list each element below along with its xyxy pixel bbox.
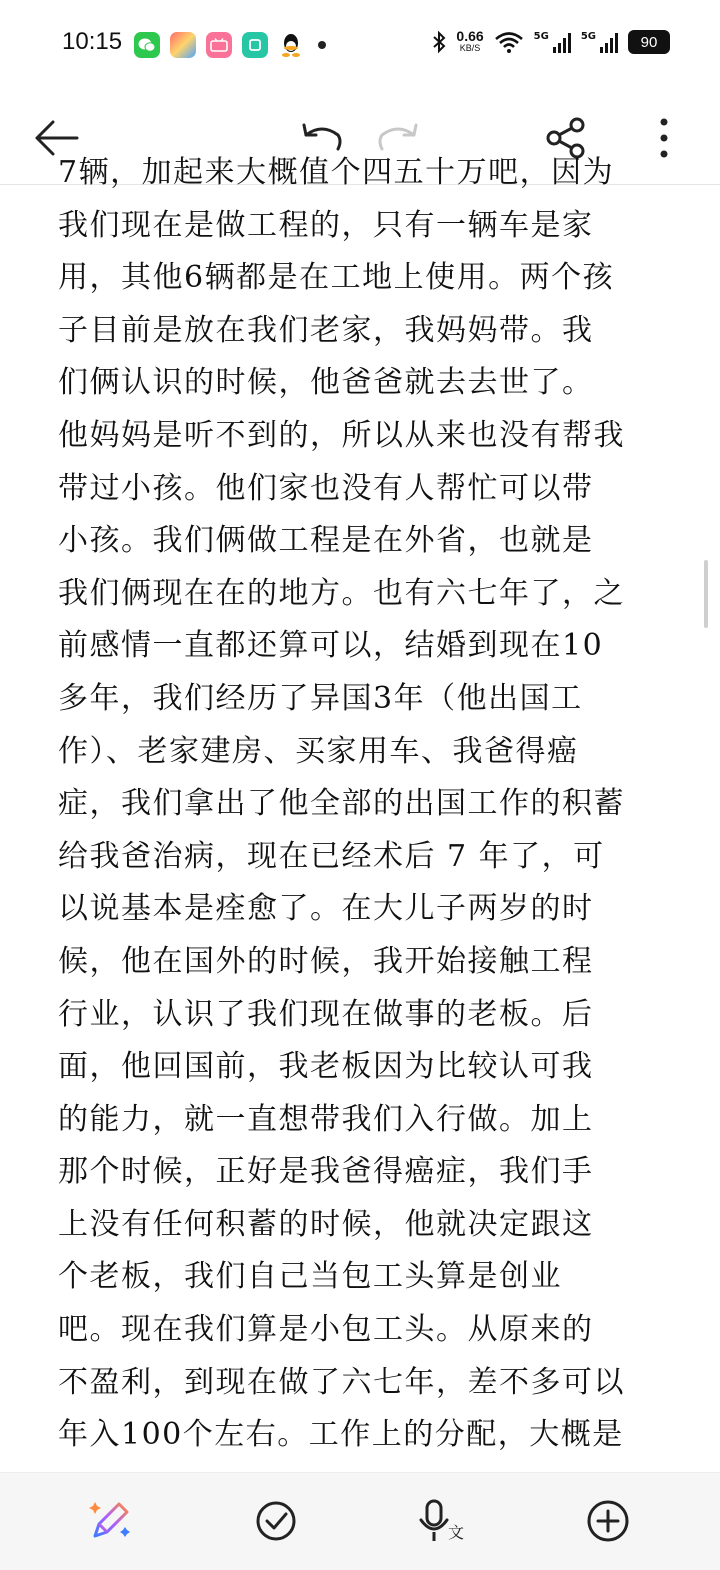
notification-icons bbox=[134, 32, 326, 58]
note-line: 候，他在国外的时候，我开始接触工程 bbox=[58, 943, 594, 979]
note-line: 前感情一直都还算可以，结婚到现在10 bbox=[58, 628, 604, 664]
note-line: 多年，我们经历了异国3年（他出国工 bbox=[58, 680, 583, 716]
note-line: 个老板，我们自己当包工头算是创业 bbox=[58, 1259, 562, 1295]
checklist-icon bbox=[254, 1499, 298, 1543]
bottom-toolbar bbox=[0, 1472, 720, 1570]
more-notifications-dot bbox=[318, 41, 326, 49]
note-line: 症，我们拿出了他全部的出国工作的积蓄 bbox=[58, 786, 625, 822]
sim2-network-label: 5G bbox=[580, 31, 596, 42]
note-line: 带过小孩。他们家也没有人帮忙可以带 bbox=[58, 470, 594, 506]
mi-home-icon bbox=[242, 32, 268, 58]
note-line: 不盈利，到现在做了六七年，差不多可以 bbox=[58, 1364, 625, 1400]
wechat-icon bbox=[134, 32, 160, 58]
sim1-network-label: 5G bbox=[533, 31, 549, 42]
note-line: 7辆，加起来大概值个四五十万吧，因为 bbox=[58, 155, 615, 190]
status-indicators bbox=[432, 30, 670, 54]
note-line: 小孩。我们俩做工程是在外省，也就是 bbox=[58, 523, 594, 559]
battery-indicator: 90 bbox=[628, 30, 670, 54]
note-line: 们俩认识的时候，他爸爸就去去世了。 bbox=[58, 365, 594, 401]
note-line: 吧。现在我们算是小包工头。从原来的 bbox=[58, 1312, 594, 1348]
note-line: 子目前是放在我们老家，我妈妈带。我 bbox=[58, 312, 594, 348]
note-body[interactable] bbox=[0, 155, 720, 1470]
ai-pen-icon bbox=[87, 1498, 133, 1544]
signal-sim2-icon bbox=[581, 31, 618, 53]
voice-to-text-icon bbox=[417, 1498, 467, 1544]
status-bar bbox=[0, 0, 720, 92]
note-line: 我们俩现在在的地方。也有六七年了，之 bbox=[58, 575, 625, 611]
game-app-icon bbox=[170, 32, 196, 58]
bilibili-icon bbox=[206, 32, 232, 58]
network-speed bbox=[456, 30, 483, 54]
note-line: 以说基本是痊愈了。在大儿子两岁的时 bbox=[58, 891, 594, 927]
signal-sim1-icon bbox=[534, 31, 571, 53]
network-speed-unit: KB/S bbox=[459, 43, 481, 53]
note-line: 行业，认识了我们现在做事的老板。后 bbox=[58, 996, 594, 1032]
scrollbar-thumb[interactable] bbox=[704, 560, 708, 628]
note-line: 面，他回国前，我老板因为比较认可我 bbox=[58, 1049, 594, 1085]
wifi-icon bbox=[494, 31, 524, 53]
note-line: 年入100个左右。工作上的分配，大概是 bbox=[58, 1417, 624, 1453]
add-icon bbox=[585, 1498, 631, 1544]
note-text[interactable] bbox=[58, 147, 678, 1462]
note-line: 给我爸治病，现在已经术后 7 年了，可 bbox=[58, 838, 605, 874]
note-line: 我们现在是做工程的，只有一辆车是家 bbox=[58, 207, 594, 243]
note-line: 作）、老家建房、买家用车、我爸得癌 bbox=[58, 733, 579, 769]
voice-to-text-button[interactable] bbox=[418, 1497, 466, 1545]
note-line: 那个时候，正好是我爸得癌症，我们手 bbox=[58, 1154, 594, 1190]
network-speed-value: 0.66 bbox=[456, 28, 484, 44]
note-line: 上没有任何积蓄的时候，他就决定跟这 bbox=[58, 1206, 594, 1242]
status-time: 10:15 bbox=[62, 28, 123, 55]
add-button[interactable] bbox=[584, 1497, 632, 1545]
checklist-button[interactable] bbox=[252, 1497, 300, 1545]
qq-icon bbox=[278, 32, 304, 58]
note-line: 他妈妈是听不到的，所以从来也没有帮我 bbox=[58, 417, 625, 453]
svg-text:文: 文 bbox=[448, 1523, 465, 1542]
note-line: 的能力，就一直想带我们入行做。加上 bbox=[58, 1101, 594, 1137]
note-line: 用，其他6辆都是在工地上使用。两个孩 bbox=[58, 260, 615, 296]
bluetooth-icon bbox=[432, 31, 446, 53]
ai-writing-button[interactable] bbox=[86, 1497, 134, 1545]
